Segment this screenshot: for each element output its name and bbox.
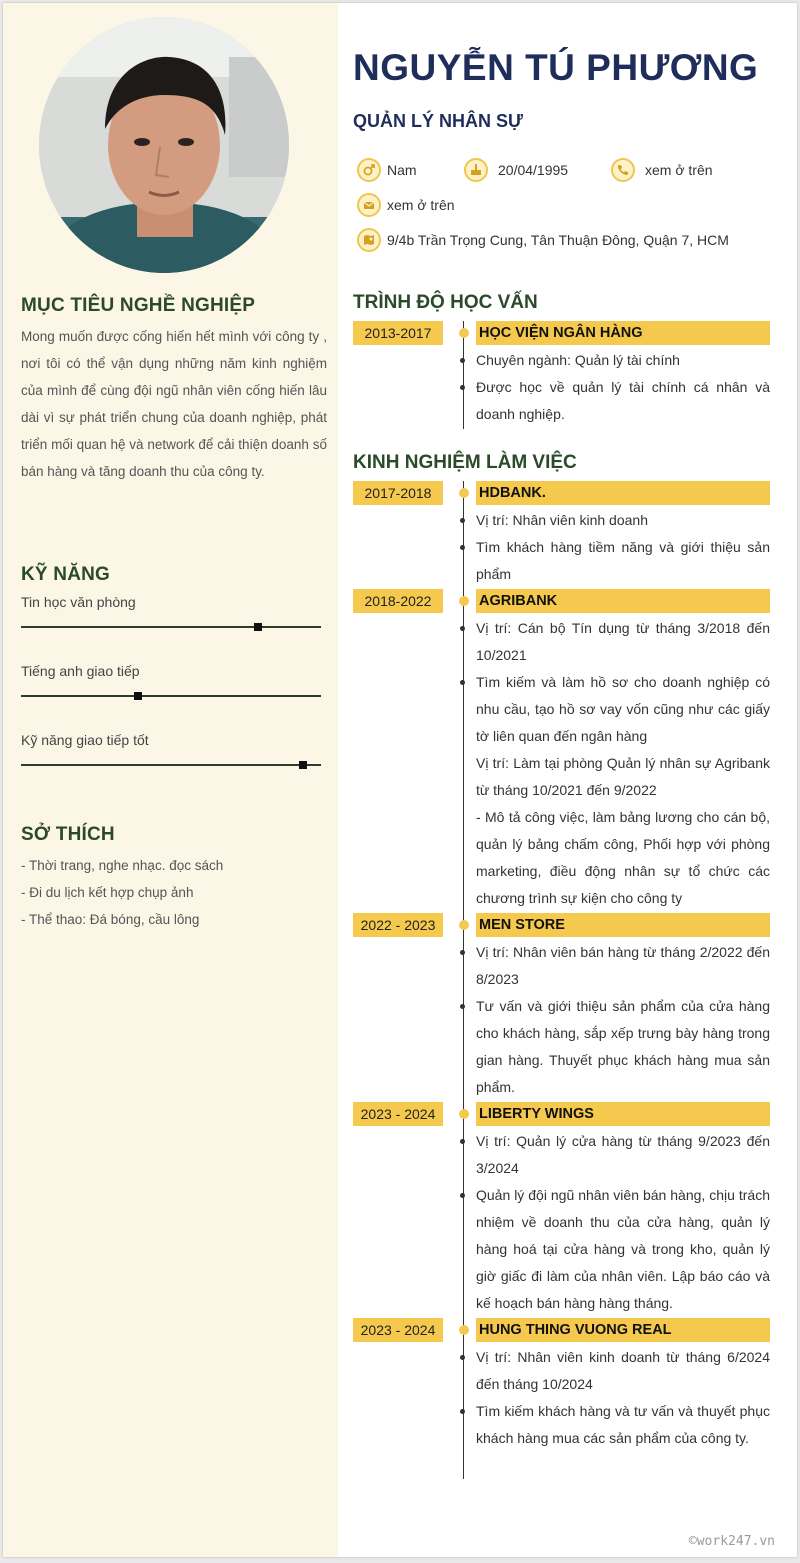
timeline-years: 2017-2018: [353, 481, 443, 505]
skill-level-marker: [299, 761, 307, 769]
skill-level-marker: [134, 692, 142, 700]
candidate-name: NGUYỄN TÚ PHƯƠNG: [353, 47, 759, 88]
experience-title: KINH NGHIỆM LÀM VIỆC: [353, 452, 577, 473]
address-value: 9/4b Trần Trọng Cung, Tân Thuận Đông, Quận 7, HCM: [387, 232, 729, 248]
detail-line: Vị trí: Làm tại phòng Quản lý nhân sự Agribank từ tháng 10/2021 đến 9/2022: [476, 755, 770, 798]
gender-value: Nam: [387, 162, 417, 178]
detail-line: Quản lý đội ngũ nhân viên bán hàng, chịu trách nhiệm về doanh thu của cửa hàng, quản lý hàng hoá tại cửa hàng và trong kho, quản lý giờ giấc đi làm của nhân viên. Lập báo cáo và kế hoạch bán hàng hàng tháng.: [476, 1182, 770, 1317]
entry-details: [476, 1344, 770, 1452]
education-title: TRÌNH ĐỘ HỌC VẤN: [353, 292, 538, 313]
detail-line: Tìm kiếm khách hàng và tư vấn và thuyết phục khách hàng mua các sản phẩm của công ty.: [476, 1398, 770, 1452]
info-email: [357, 193, 455, 217]
phone-value: xem ở trên: [645, 162, 713, 178]
skill-item: [21, 661, 327, 730]
hobbies-list: [21, 852, 327, 933]
timeline-dot: [459, 596, 469, 606]
objective-section: [21, 295, 327, 485]
timeline-dot: [459, 1109, 469, 1119]
timeline-years: 2013-2017: [353, 321, 443, 345]
cv-page: [3, 3, 797, 1557]
timeline-dot: [459, 920, 469, 930]
skill-level-marker: [254, 623, 262, 631]
skills-section: [21, 564, 327, 799]
skill-item: [21, 592, 327, 661]
gender-icon: [357, 158, 381, 182]
entry-details: [476, 939, 770, 1101]
skill-name: Kỹ năng giao tiếp tốt: [21, 732, 149, 748]
detail-line: Tìm kiếm và làm hồ sơ cho doanh nghiệp có nhu cầu, tạo hồ sơ vay vốn cũng như các giấy tờ liên quan đến ngân hàng: [476, 669, 770, 750]
timeline-dot: [459, 1325, 469, 1335]
email-icon: [357, 193, 381, 217]
hobbies-title: SỞ THÍCH: [21, 824, 115, 845]
entry-details: [476, 507, 770, 588]
birthday-value: 20/04/1995: [498, 162, 569, 178]
sidebar: [3, 3, 338, 1557]
detail-line: Vị trí: Quản lý cửa hàng từ tháng 9/2023 đến 3/2024: [476, 1128, 770, 1182]
skills-list: [21, 592, 327, 799]
skill-name: Tin học văn phòng: [21, 594, 136, 610]
organization-name: HỌC VIỆN NGÂN HÀNG: [476, 321, 770, 345]
entry-details: [476, 1128, 770, 1317]
skills-title: KỸ NĂNG: [21, 564, 111, 585]
skill-name: Tiếng anh giao tiếp: [21, 663, 140, 679]
detail-line: Vị trí: Nhân viên kinh doanh từ tháng 6/2024 đến tháng 10/2024: [476, 1344, 770, 1398]
skill-level-bar: [21, 695, 321, 697]
objective-title: MỤC TIÊU NGHỀ NGHIỆP: [21, 295, 256, 316]
cake-icon: [464, 158, 488, 182]
organization-name: MEN STORE: [476, 913, 770, 937]
timeline-years: 2022 - 2023: [353, 913, 443, 937]
timeline-years: 2023 - 2024: [353, 1102, 443, 1126]
skill-level-bar: [21, 626, 321, 628]
detail-line: Được học về quản lý tài chính cá nhân và doanh nghiệp.: [476, 374, 770, 428]
phone-icon: [611, 158, 635, 182]
organization-name: HUNG THING VUONG REAL: [476, 1318, 770, 1342]
detail-line: Chuyên ngành: Quản lý tài chính: [476, 347, 770, 374]
detail-line: Vị trí: Nhân viên kinh doanh: [476, 507, 770, 534]
skill-item: [21, 730, 327, 799]
detail-line: Vị trí: Cán bộ Tín dụng từ tháng 3/2018 đến 10/2021: [476, 615, 770, 669]
info-address: [357, 228, 729, 252]
detail-line: Tư vấn và giới thiệu sản phẩm của cửa hàng cho khách hàng, sắp xếp trưng bày hàng trong gian hàng. Thuyết phục khách hàng mua sản phẩm.: [476, 993, 770, 1101]
entry-details: [476, 347, 770, 428]
timeline-dot: [459, 328, 469, 338]
entry-details: [476, 615, 770, 912]
organization-name: HDBANK.: [476, 481, 770, 505]
hobby-item: - Thời trang, nghe nhạc. đọc sách: [21, 858, 224, 873]
hobbies-section: [21, 824, 327, 933]
candidate-role: QUẢN LÝ NHÂN SỰ: [353, 111, 523, 131]
organization-name: AGRIBANK: [476, 589, 770, 613]
timeline-dot: [459, 488, 469, 498]
email-value: xem ở trên: [387, 197, 455, 213]
objective-text: Mong muốn được cống hiến hết mình với công ty , nơi tôi có thể vận dụng những năm kinh nghiệm của mình để cùng đội ngũ nhân viên cống hiến lâu dài vì sự phát triển chung của doanh nghiệp, phát triển mối quan hệ và network để cải thiện doanh số bán hàng và tăng doanh thu của công ty.: [21, 329, 327, 479]
timeline-years: 2023 - 2024: [353, 1318, 443, 1342]
timeline-years: 2018-2022: [353, 589, 443, 613]
organization-name: LIBERTY WINGS: [476, 1102, 770, 1126]
map-icon: [357, 228, 381, 252]
detail-line: - Mô tả công việc, làm bảng lương cho cán bộ, quản lý bảng chấm công, Phối hợp với phòng marketing, điều động nhân sự tổ chức các chương trình sự kiện cho công ty: [476, 809, 770, 906]
hobby-item: - Đi du lịch kết hợp chụp ảnh: [21, 885, 194, 900]
info-phone: [611, 158, 713, 182]
detail-line: Vị trí: Nhân viên bán hàng từ tháng 2/2022 đến 8/2023: [476, 939, 770, 993]
info-gender: [357, 158, 417, 182]
detail-line: Tìm khách hàng tiềm năng và giới thiệu sản phẩm: [476, 534, 770, 588]
profile-photo: [39, 17, 289, 273]
skill-level-bar: [21, 764, 321, 766]
hobby-item: - Thể thao: Đá bóng, cầu lông: [21, 912, 200, 927]
info-birthday: [464, 158, 568, 182]
watermark: ©work247.vn: [688, 1534, 775, 1549]
